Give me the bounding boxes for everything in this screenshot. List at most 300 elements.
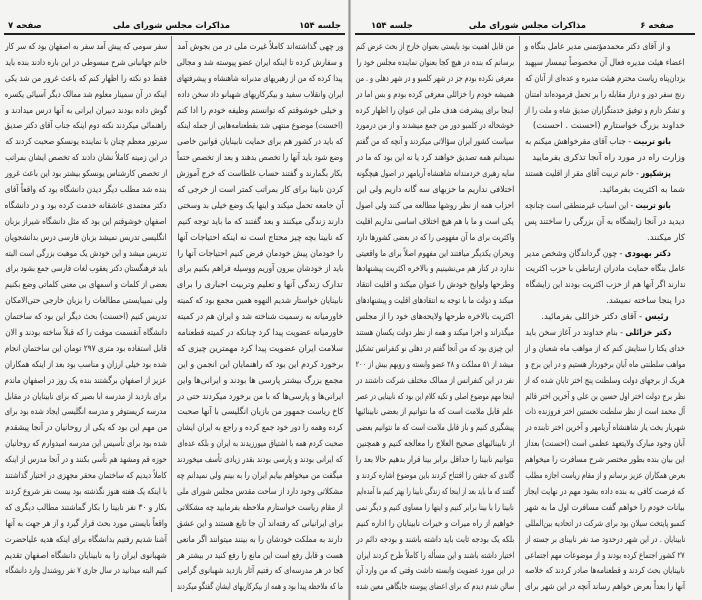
header-rule — [4, 33, 345, 35]
line-text: یزدان‌پناه ریاست محترم هیئت مدیره و عده‌ای از آنان که — [525, 73, 685, 84]
text-line — [177, 40, 343, 56]
text-line — [356, 374, 514, 390]
line-text: که نابینا بچه چیز محتاج است نه اینکه احتیاجات آنها — [177, 232, 343, 243]
text-line — [525, 151, 685, 167]
text-line — [177, 580, 343, 596]
text-line — [356, 231, 514, 247]
text-line — [5, 469, 167, 485]
text-line — [356, 104, 514, 120]
text-line — [525, 437, 685, 453]
column-divider — [519, 36, 520, 592]
text-line — [177, 199, 343, 215]
text-column-right — [525, 40, 685, 596]
text-line — [356, 167, 514, 183]
text-line — [356, 469, 514, 485]
text-line — [177, 326, 343, 342]
line-text: (احسنت) موضوع منتهی شد بقطعنامه‌هایی از جمله اینکه — [177, 121, 343, 132]
text-line — [356, 88, 514, 104]
line-text: سایه رهبری خردمندانه شاهنشاه آریامهر در اصول هیچگونه — [356, 169, 514, 180]
line-text: آل محمد است از نظر سلطنت نخستین اختر فروزنده ذات — [525, 407, 685, 418]
text-line — [177, 374, 343, 390]
text-line — [525, 56, 685, 72]
text-line — [525, 119, 685, 135]
line-text: از مقام ریاست خواستارم ملاحظه بفرمایید چه مشکلاتی — [177, 502, 343, 513]
text-line — [525, 358, 685, 374]
text-line — [5, 135, 167, 151]
text-line — [5, 40, 167, 56]
line-text: کردن نابینا برای کار بمراتب کمتر است از خرجی که — [177, 185, 343, 196]
running-title: مذاکرات مجلس شورای ملی — [112, 21, 230, 31]
speaker-name: رئیس — [644, 312, 669, 323]
text-line — [525, 199, 685, 215]
text-line — [356, 390, 514, 406]
text-line — [5, 405, 167, 421]
line-text: سلامت ایران عضویت پیدا کرد مهمترین چیزی که — [177, 343, 343, 354]
text-line — [525, 326, 685, 342]
text-line — [177, 215, 343, 231]
text-line — [5, 231, 167, 247]
line-text: خدای یکتا را ستایش کنم که از مواهب ماه شعبان و از — [525, 343, 685, 354]
text-line — [177, 501, 343, 517]
text-line — [177, 421, 343, 437]
line-text: با اینکه یک هفته هنوز نگذشته بود بیست نفر شروع کردند — [5, 486, 167, 497]
line-text: را خودمان پیش خودمان فرض کنیم احتیاجات آنها را — [177, 248, 343, 259]
text-line — [525, 247, 685, 263]
line-text: کاملاً دیدیم که ساختمان محقر مجهزی در اختیار گذاشتند — [5, 471, 167, 482]
session-number: جلسه ۱۵۴ — [371, 21, 413, 31]
text-line — [356, 485, 514, 501]
text-line — [525, 183, 685, 199]
text-line — [5, 151, 167, 167]
line-text: واکثریت برای ما آن مفهومی را که در بعضی کشورها دارد — [356, 232, 514, 243]
line-text: و سفارش کرده تا اینکه ایران عضو پیوسته شد و مجالی — [177, 57, 343, 68]
line-text: سفر سومی که پیش آمد سفر به اصفهان بود که سر کار — [5, 42, 167, 52]
line-text: و تشکر دارم و توفیق خدمتگزاران صدیق شاه و ملت را از — [525, 105, 685, 116]
text-line — [5, 72, 167, 88]
text-line — [525, 262, 685, 278]
line-text: بعضی از کلمات و اسمهای بی معنی کلماتی وضع بکنیم — [5, 280, 167, 291]
line-text: من مهم این بود که یکی از روحانیان در آنجا پیشقدم — [5, 423, 167, 434]
speaker-name: بانو تربیت — [633, 137, 671, 148]
line-text: شهبانوی ایران را به نابینایان دانشگاه اصفهان تقدیم — [5, 550, 167, 561]
text-line — [5, 374, 167, 390]
line-text: در این زمینه کاملاً نشان دادند که تخصص ایشان بمراتب — [5, 153, 167, 164]
text-line — [177, 533, 343, 549]
line-text: آن جامعه تحمل میکند و اینها یک وضع خیلی بد وسختی — [177, 200, 343, 211]
page-7 — [0, 0, 349, 600]
line-text: تدریس میشد و این خودش یک موهبت بزرگی است البته — [5, 248, 167, 259]
line-text: میکند و دولت ما با توجه به انتقادهای اقلیت و پیشنهادهای — [356, 296, 514, 307]
text-line — [356, 56, 514, 72]
line-text: باید از خودشان بیرون آوریم ووسیله فراهم بکنیم برای — [177, 264, 343, 275]
text-line — [525, 72, 685, 88]
line-text: - خانم تربیت آقای مقر از اقلیت هستند — [525, 169, 639, 180]
text-line — [5, 549, 167, 565]
line-text: از نابینائیهای صحیح العلاج را معالجه کنیم و همچنین — [356, 439, 514, 450]
text-line — [356, 437, 514, 453]
speaker-name: دکتر بهبودی — [624, 248, 671, 259]
text-line — [177, 278, 343, 294]
text-line — [525, 231, 685, 247]
text-line — [525, 469, 685, 485]
line-text: نتوانیم نابینا را حداقل برابر بینا قرار بدهیم حالا بعد را — [356, 455, 514, 466]
line-text: برسانم که بنده در هیچ کجا بعنوان نماینده مجلس خود را — [356, 57, 514, 68]
line-text: باید فرهنگستان دکتر یعقوب لغات فارسی جمع بشود برای — [5, 264, 167, 275]
text-line — [356, 215, 514, 231]
text-line — [356, 405, 514, 421]
text-line — [177, 469, 343, 485]
session-number: جلسه ۱۵۴ — [299, 21, 341, 31]
line-text: که باید در کشور هم برای حمایت نابینایان قوانین خاصی — [177, 137, 343, 148]
text-line — [177, 183, 343, 199]
line-text: معرفی نکرده بودم جز در شهر کلمبو و در شهر دهلی و . من — [356, 73, 514, 84]
text-line — [5, 215, 167, 231]
text-line — [356, 294, 514, 310]
text-line — [5, 533, 167, 549]
line-text: گفتند که ما باید بعد از اینجا که زندگی نابینا را بهتر کنیم ما آمده‌ایم — [356, 486, 514, 497]
text-line — [5, 437, 167, 453]
line-text: ایرانی‌ها و پارسی‌ها که با من برخورد میکردند حتی در — [177, 391, 343, 402]
text-line — [177, 167, 343, 183]
line-text: گاندی که جشن را افتتاح کردند باین موضوع اشاره کردند و — [356, 471, 514, 482]
text-line — [525, 104, 685, 120]
line-text: مجمع بزرگ بیشتر پارسی ها بودند و ایرانی‌ها واین — [177, 375, 343, 386]
text-line — [177, 342, 343, 358]
line-text: این بیان بنده بطور مختصر شرح مسافرت را میخواهم — [525, 455, 685, 466]
text-line — [5, 517, 167, 533]
text-line — [525, 294, 685, 310]
text-line — [356, 580, 514, 596]
line-text: از تخصص کارشناس یونسکو بیشتر بود این باعث غرور — [5, 169, 167, 180]
text-line — [525, 533, 685, 549]
line-text: مواهب سلطنتی ماه آبان برخوردار هستیم و در این برج و — [525, 359, 685, 370]
line-text: ۲۷ کشور اجتماع کرده بودند و از موضوعات مهم اجتماعی — [525, 550, 685, 561]
line-text: بلکه یک بودجه ثابت باید داشته باشند و بودجه دائم در — [356, 534, 514, 545]
line-text: واقعاً بایستی مورد بحث قرار گیرد و از هر جهت به آنها — [5, 518, 167, 529]
line-text: کجا در هر مدرسه‌ای که رفتیم آثار بازدید شهبانوی گرامی — [177, 566, 343, 577]
line-text: بکار و ۳۰ نفر نابینا را بکار گماشتند مطالب دیگری که — [5, 502, 167, 513]
line-text: این چیزی بود که من آنجا گفتم در دهلی نو کنفرانس تشکیل — [356, 343, 514, 354]
line-text: همیشه خودم را خزائلی معرفی کرده بودم و بس اما در — [356, 89, 514, 100]
line-text: که ایرانی بودند و پارسی بودند بقدر زیادی تأسف میخوردند — [177, 455, 343, 466]
line-text: وضع شود باید آنها را تخصص بدهند و بعد از تخصص حتماً — [177, 153, 343, 164]
line-text: اینجا برای پیشرفت هدف ملی این عنوان را اظهار کرده — [356, 105, 514, 116]
text-line — [525, 40, 685, 56]
line-text: - آقای دکتر خزائلی بفرمائید. — [541, 312, 643, 323]
line-text: کرده وهمه را دور خود جمع کرده و راجع به ایران ایشان — [177, 423, 343, 434]
line-text: وزارت راه در مورد راه آنجا تذکری بفرمایید — [532, 153, 685, 164]
text-line — [525, 342, 685, 358]
line-text: آشنا شدیم رفتیم بدانشگاه برای اینکه هدیه علیاحضرت — [5, 534, 167, 545]
line-text: مشکلاتی وجود دارد از ساحت مقدس مجلس شورای ملی — [177, 486, 343, 497]
text-line — [5, 119, 167, 135]
line-text: نابینا را با بینا برابر کنیم و اینها را مساوی کنیم و دیگر نمی — [356, 502, 514, 513]
line-text: شده بود برای تأسیس این مدرسه امیدوارم که روحانیان — [5, 439, 167, 450]
text-line — [356, 517, 514, 533]
text-line — [356, 421, 514, 437]
line-text: هست و قابل رفع است این مانع را رفع کنید در بیشتر هر — [177, 550, 343, 561]
text-column-left — [356, 40, 514, 596]
text-line — [5, 262, 167, 278]
line-text: در این مورد عضویت وابسته داشت وقتی که من وارد آن — [356, 566, 514, 577]
text-line — [356, 564, 514, 580]
line-text: خاورمیانه به رسمیت شناخته شد و ایران هم در کمیته — [177, 312, 343, 323]
line-text: که فرصت کافی به بنده داده بشود مهم در نهایت ایجاز — [525, 486, 685, 497]
line-text: حوزه قم ومشهد هم تأسی بکنند و در آنجا مدرس از اینکه — [5, 455, 167, 466]
text-line — [5, 247, 167, 263]
line-text: آبان وجود مبارک ولایتعهد عظمی است (احسنت) بعداز — [525, 439, 685, 450]
line-text: علم قابل ملامت است که ما نتوانیم از بعضی نابینائیها — [356, 407, 514, 418]
text-line — [356, 501, 514, 517]
line-text: - بنام خداوند در آغاز سخن باید — [525, 328, 623, 339]
text-line — [525, 215, 685, 231]
text-line — [356, 310, 514, 326]
line-text: اعضاء هیئت مدیره فعال آن مخصوصاً تیمسار سپهبد — [525, 57, 685, 68]
text-line — [525, 421, 685, 437]
text-column-right — [177, 40, 343, 596]
line-text: میگفت من میخواهم بیایم ایران را به بینم ولی نمیدانم چه — [177, 471, 343, 482]
line-text: نابینایان . در این شهر درحدود صد نفر نابینای بر جسته از — [525, 534, 685, 545]
line-text: خانم جهانبانی شرح مبسوطی در این باره دادند بنده باید — [5, 57, 167, 68]
column-divider — [171, 36, 172, 592]
line-text: شما به اکثریت بفرمائید. — [599, 185, 685, 196]
text-line — [525, 167, 685, 183]
line-text: - چون گرداندگان وشخص مدیر — [525, 248, 623, 259]
text-line — [356, 549, 514, 565]
text-line — [177, 135, 343, 151]
line-text: ور چهی گذاشته‌اند کاملاً غیرت ملی در من بجوش آمد — [177, 42, 343, 52]
text-line — [525, 310, 685, 326]
line-text: کنیم البته میدانید در سال جاری ۷ نفر روشندل وارد دانشگاه — [5, 566, 167, 577]
page-number: صفحه ۷ — [8, 21, 42, 31]
text-line — [525, 135, 685, 151]
text-column-left — [5, 40, 167, 580]
line-text: برخورد کردم این بود که راهنمایان این انجمن و این — [177, 359, 343, 370]
text-line — [177, 72, 343, 88]
line-text: پیشگیری کنیم و باز قابل ملامت است که ما نتوانیم بعضی — [356, 423, 514, 434]
line-text: - این اسباب غیرمنطقی است چنانچه — [525, 200, 634, 211]
text-line — [356, 151, 514, 167]
text-line — [5, 564, 167, 580]
line-text: وبحران یکدیگر میافتند این مفهوم اصلاً برای ما واقعیتی — [356, 248, 514, 259]
text-line — [356, 199, 514, 215]
text-line — [5, 421, 167, 437]
text-line — [177, 262, 343, 278]
line-text: اینجا مهم موضوع اصلی و تکیه کلام این بود که نابینایی در عصر — [356, 391, 514, 402]
line-text: میشد از ۵۱ مملکت و ۲۸ عضو وابسته و روبهم بیش از ۲۰۰ — [356, 359, 514, 370]
text-line — [356, 135, 514, 151]
text-line — [356, 358, 514, 374]
text-line — [5, 88, 167, 104]
text-line — [177, 119, 343, 135]
line-text: وطرحها ولوایح خودش را عنوان میکند و اقلیت انتقاد — [356, 280, 514, 291]
text-line — [525, 405, 685, 421]
line-text: دارند زندگی میکنند و بعد گفتند که ما باید توجه کنیم — [177, 216, 343, 227]
text-line — [177, 358, 343, 374]
line-text: رنج سفر دور و دراز مقابله را بر تحمل فرموده‌اند امتنان — [525, 89, 685, 100]
line-text: شده بود خیلی ارزان و مناسب بود بعد از اینکه همکاران — [5, 359, 167, 370]
text-line — [525, 453, 685, 469]
text-line — [5, 167, 167, 183]
text-line — [5, 183, 167, 199]
line-text: درا ینجا ساخته نمیشد. — [606, 296, 685, 307]
line-text: گوش داده بودند دبیران ایرانی به آنها درس میدادند و — [5, 105, 167, 116]
line-text: - جناب آقای مقرخواهش میکنم به — [525, 137, 632, 148]
text-line — [177, 564, 343, 580]
text-line — [5, 326, 167, 342]
line-text: دیدید در آنجا زایشگاه به آن بزرگی را ساختند پس — [525, 216, 685, 227]
text-line — [5, 294, 167, 310]
line-text: احزاب همه از نظر روشها مطالعه می کنند ولی اصول — [356, 200, 514, 211]
line-text: راهنمائی میکردند نکته دوم اینکه جناب آقای دکتر صدیق — [5, 121, 167, 132]
page-number: صفحه ۶ — [640, 21, 674, 31]
text-line — [525, 88, 685, 104]
text-line — [525, 517, 685, 533]
text-line — [356, 247, 514, 263]
line-text: تدارک زندگی آنها و تعلیم وتربیت اجباری را برای — [177, 280, 343, 291]
text-line — [177, 294, 343, 310]
line-text: آنها را بعداً بعرض خواهم رساند آنچه در این شهر برای — [525, 582, 685, 593]
text-line — [177, 517, 343, 533]
line-text: دارند به مملکت خودشان را به بینند میتوانند اگر مانعی — [177, 534, 343, 545]
line-text: پیدا کرده که من از رهبریهای مدبرانه شاهنشاه و پیشرفتهای — [177, 73, 343, 84]
line-text: دکتر معتمدی عاشقانه خدمت کرده بود و در دانشگاه — [5, 200, 167, 211]
text-line — [356, 342, 514, 358]
text-line — [525, 549, 685, 565]
line-text: تدریس کنیم (احسنت) بحث دیگر این بود که ساختمان — [5, 312, 167, 323]
text-line — [5, 199, 167, 215]
line-text: نابینایان خواستار شدیم النهوه همین مجمع بود که کمیته — [177, 296, 343, 307]
line-text: سیاست کشور ایران سؤالاتی میکردند و آنچه که من گفتم — [356, 137, 514, 148]
text-line — [177, 549, 343, 565]
line-text: برای بازدید از مدرسه ابا بصیر که برای نابینایان در مقابل — [5, 391, 167, 402]
line-text: خاورمیانه عضویت پیدا کرد چنانکه در کمیته قطعنامه — [177, 328, 343, 339]
text-line — [5, 104, 167, 120]
line-text: ایران وانقلاب سفید و بیکرکاریهای شهبانو داد سخن داده — [177, 89, 343, 100]
line-text: خوشحاله در کلمبو دور من جمع میشدند و از من درمورد — [356, 121, 514, 132]
speaker-name: بانو تربیت — [635, 200, 671, 211]
line-text: من قابل اهمیت بود بایستی بعنوان خارج از بحث عرض کنم — [356, 42, 514, 52]
line-text: اصفهان خوشوقتم این بود که مثل دانشگاه شیراز بزبان — [5, 216, 167, 227]
text-line — [177, 485, 343, 501]
line-text: مدرسه کریستوفر و مدرسه انگلیسی ایجاد شده بود برای — [5, 407, 167, 418]
line-text: عامل بنگاه حمایت مادران ارتباطی با حزب اکثریت — [525, 264, 685, 275]
line-text: اختلافی نداریم ما حزبهای سه گانه داریم ولی این — [356, 185, 514, 196]
text-line — [177, 88, 343, 104]
text-line — [525, 564, 685, 580]
line-text: شهریار بخت یار شاهنشاه آریامهر و آخرین اختر تابنده در — [525, 423, 685, 434]
text-line — [177, 151, 343, 167]
text-line — [356, 262, 514, 278]
line-text: ندارند اگر آنها هم از حزب اکثریت بودند این زایشگاه — [525, 280, 685, 291]
text-line — [5, 501, 167, 517]
line-text: کنمبو پایتخت سیلان بود برای شرکت در اتحادیه بین‌المللی — [525, 518, 685, 529]
line-text: دانشگاه آنقسمت موقت را که قبلاً ساخته بودند و الان — [5, 328, 167, 339]
line-text: بنده شد مطلب دیگر دیدن دانشگاه بود که واقعاً آقای — [5, 185, 167, 196]
text-line — [177, 231, 343, 247]
line-text: عزیز از اصفهان برگشتند بنده یک روز در اصفهان ماندم — [5, 375, 167, 386]
text-line — [356, 278, 514, 294]
line-text: اکثریت بالاخره طرحها ولایحه‌های خود را از مجلس — [356, 312, 514, 323]
text-line — [177, 104, 343, 120]
line-text: اختیار داشته باشند و این مسأله را کاملاً طرح کردند ایران — [356, 550, 514, 561]
text-line — [525, 501, 685, 517]
line-text: سرتور معظم چنان با نماینده یونسکو صحبت کردند که — [5, 137, 167, 148]
text-line — [177, 390, 343, 406]
text-line — [356, 533, 514, 549]
text-line — [5, 56, 167, 72]
text-line — [5, 342, 167, 358]
text-line — [356, 72, 514, 88]
text-line — [5, 485, 167, 501]
line-text: انگلیسی تدریس نمیشد بزبان فارسی درس بدانشجویان — [5, 232, 167, 243]
line-text: بیانات خودم را خواهم گفت مسافرت اول ما به شهر — [525, 502, 685, 513]
line-text: و خیلی خوشوقتم که توانستم وظیفه خودم را ادا کنم — [177, 105, 343, 116]
line-text: برای ایرانیانی که رفته‌اند آن جا تابع هستند و این عشق — [177, 518, 343, 529]
line-text: و از آقای دکتر محمدمؤتمنی مدیر عامل بنگاه و — [525, 42, 671, 52]
line-text: ما که ملاحظه پیدا بود و همه از بیکرکاریهای ایشان گفتگو میکردند — [177, 582, 343, 593]
text-line — [177, 437, 343, 453]
line-text: خداوند بزرگ خواستارم (احسنت . احسنت) — [532, 121, 685, 132]
text-line — [177, 56, 343, 72]
text-line — [356, 326, 514, 342]
line-text: ندارد در کنار هم می‌نشینیم و بالاخره اکثریت پیشنهادها — [356, 264, 514, 275]
line-text: کاخ ریاست جمهور من بازبان انگلیسی با آنها صحبت — [177, 407, 343, 418]
text-line — [177, 310, 343, 326]
line-text: بعرض همکاران عزیز برسانم و از مقام ریاست اجازه مطلب — [525, 471, 685, 482]
line-text: کار میکنند. — [647, 232, 685, 243]
line-text: نابینایان بحث کردند و قطعنامه‌ها صادر کردند که خلاصه — [525, 566, 685, 577]
text-line — [5, 453, 167, 469]
line-text: میگذراند و اجرا میکند و همه از نظر دولت یکسان هستند — [356, 328, 514, 339]
text-line — [177, 247, 343, 263]
text-line — [5, 278, 167, 294]
line-text: یکی است و ما با هم هیچ اختلاف اساسی نداریم اقلیت — [356, 216, 514, 227]
speaker-name: دکتر خزائلی — [625, 328, 671, 339]
header-rule — [355, 33, 695, 35]
line-text: خواهیم از راه میرات و خیرات نابینایان را اداره کنیم — [356, 518, 514, 529]
text-line — [5, 390, 167, 406]
line-text: نفر در این کنفرانس از ممالک مختلف شرکت داشتند در — [356, 375, 514, 386]
line-text: نمیدانم همه تصدیق خواهند کرد یا نه این بود که ما در — [356, 153, 514, 164]
text-line — [5, 358, 167, 374]
page-6 — [351, 0, 702, 600]
line-text: فقط دو نکته را اظهار کنم که باعث غرور من شد یکی — [5, 73, 167, 84]
text-line — [5, 310, 167, 326]
line-text: نظر برج دولت اختر اول حسین بن علی و آخرین اختر قائم — [525, 391, 685, 402]
text-line — [356, 453, 514, 469]
text-line — [356, 119, 514, 135]
text-line — [525, 485, 685, 501]
text-line — [356, 40, 514, 56]
text-line — [356, 183, 514, 199]
line-text: بکار بگمارند و گفتند حساب غلطاست که خرج آموزش — [177, 169, 343, 180]
text-line — [525, 278, 685, 294]
text-line — [525, 374, 685, 390]
running-title: مذاکرات مجلس شورای ملی — [468, 21, 586, 31]
line-text: قابل استفاده بود متری ۲۹۷ تومان این ساختمان انجام — [5, 343, 167, 354]
line-text: صحبت کردم همه با اشتیاق میورزیدند به ایران و بلکه عده‌ای — [177, 439, 343, 450]
speaker-name: پزشکپور — [641, 169, 671, 180]
text-line — [525, 580, 685, 596]
line-text: اینکه در آن سمینار معلوم شد ممالک دیگر آسیائی یکسره — [5, 89, 167, 100]
line-text: هریک از برجهای دولت وسلطنت پنج اختر تابان شده که از — [525, 375, 685, 386]
text-line — [177, 405, 343, 421]
line-text: سالن شدم دیدم که برای اعضای پیوسته جایگاهی معین شده — [356, 582, 514, 593]
line-text: ولی نمیبایستی مطالعات را بزبان خارجی حتی‌الامکان — [5, 296, 167, 307]
text-line — [525, 390, 685, 406]
text-line — [177, 453, 343, 469]
